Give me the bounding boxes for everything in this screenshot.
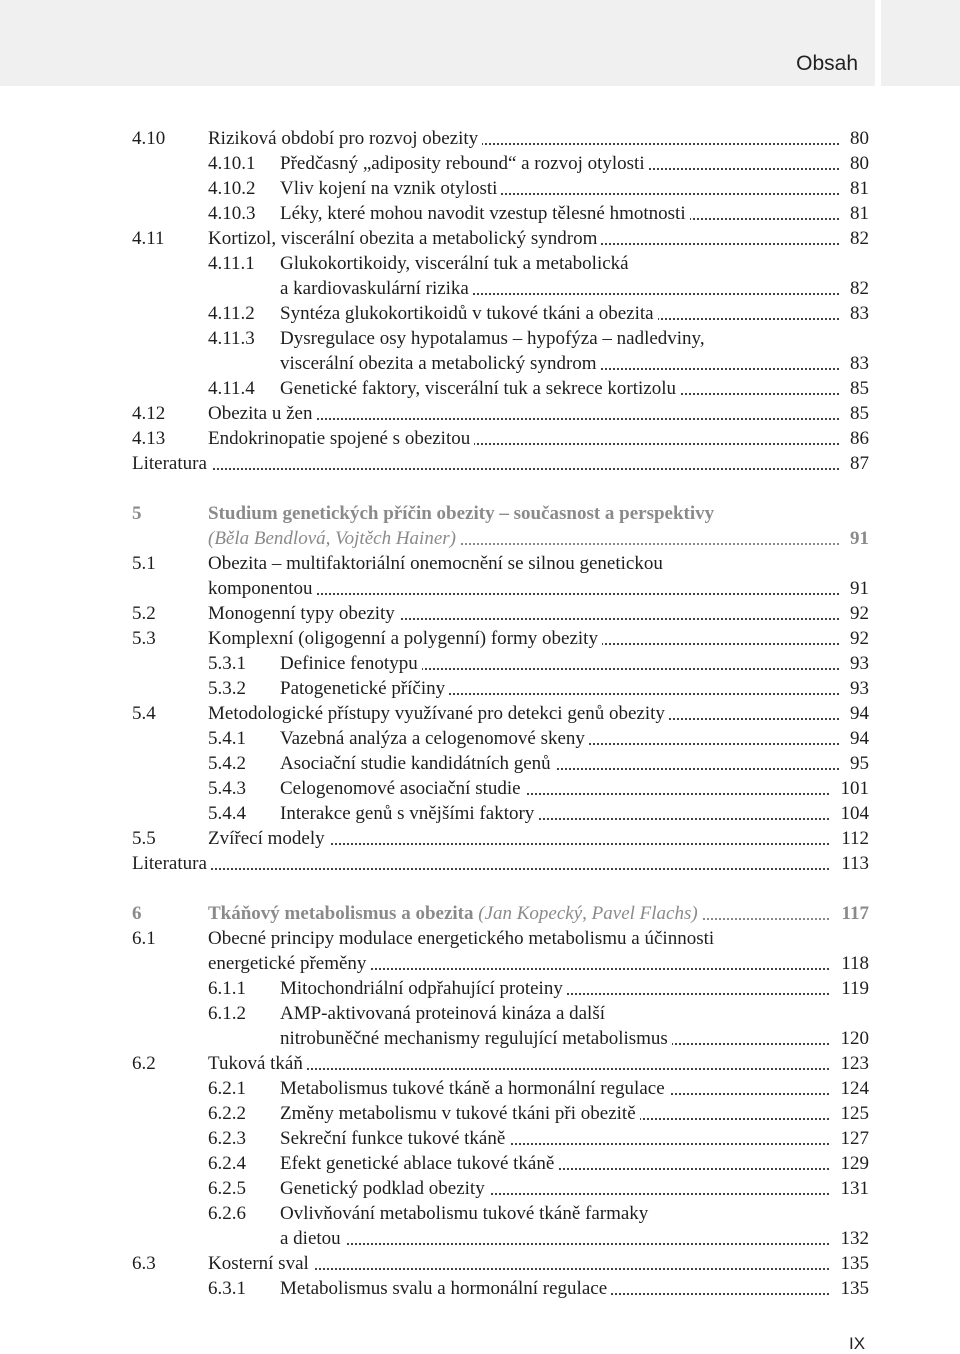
toc-entry-title	[280, 1276, 829, 1301]
toc-entry-page: 135	[840, 1253, 869, 1274]
toc-entry[interactable]	[0, 351, 960, 376]
toc-entry-page: 82	[850, 278, 869, 299]
toc-entry[interactable]	[0, 1276, 960, 1301]
toc-entry[interactable]	[0, 501, 960, 526]
toc-entry-number: 5.4.2	[208, 753, 246, 774]
toc-entry-number: 6.2.4	[208, 1153, 246, 1174]
toc-entry-number: 6.1	[132, 928, 156, 949]
toc-entry[interactable]	[0, 1151, 960, 1176]
toc-entry[interactable]	[0, 801, 960, 826]
toc-entry-title	[280, 651, 839, 676]
toc-entry-page: 94	[850, 728, 869, 749]
toc-entry[interactable]	[0, 751, 960, 776]
toc-entry-title-text: AMP-aktivovaná proteinová kináza a další	[280, 1003, 606, 1024]
toc-entry-number: 4.11.4	[208, 378, 255, 399]
toc-entry[interactable]	[0, 201, 960, 226]
toc-entry-number: 5.2	[132, 603, 156, 624]
toc-entry-page: 91	[850, 578, 869, 599]
toc-entry-title-text: Předčasný „adiposity rebound“ a rozvoj otylosti	[280, 153, 645, 174]
page-number: IX	[849, 1334, 866, 1353]
toc-entry-title	[280, 1176, 829, 1201]
toc-entry-number: 5.4.1	[208, 728, 246, 749]
toc-entry[interactable]	[0, 826, 960, 851]
toc-entry-title-text: Dysregulace osy hypotalamus – hypofýza – nadledviny,	[280, 328, 705, 349]
toc-entry-title-text: Kosterní sval	[208, 1253, 309, 1274]
toc-entry-title-text: Interakce genů s vnějšími faktory	[280, 803, 535, 824]
toc-entry[interactable]	[0, 1051, 960, 1076]
toc-entry-page: 117	[841, 903, 869, 924]
toc-entry-number: 4.11.1	[208, 253, 255, 274]
toc-entry-title-text: Metabolismus tukové tkáně a hormonální regulace	[280, 1078, 665, 1099]
toc-entry-number: 5.3.2	[208, 678, 246, 699]
toc-entry-title-text: Literatura	[132, 853, 207, 874]
toc-entry-title-text: a dietou	[280, 1228, 341, 1249]
toc-entry-title-text: Léky, které mohou navodit vzestup tělesné hmotnosti	[280, 203, 686, 224]
toc-entry-title	[208, 1251, 829, 1276]
toc-entry-title	[280, 351, 839, 376]
toc-entry-page: 93	[850, 678, 869, 699]
toc-entry-page: 127	[840, 1128, 869, 1149]
toc-entry-title-text: Riziková období pro rozvoj obezity	[208, 128, 479, 149]
toc-entry-page: 132	[840, 1228, 869, 1249]
toc-entry-title	[208, 826, 829, 851]
toc-entry-title	[280, 1101, 829, 1126]
toc-entry-page: 93	[850, 653, 869, 674]
toc-entry-page: 124	[840, 1078, 869, 1099]
toc-entry-title-text: Sekreční funkce tukové tkáně	[280, 1128, 506, 1149]
toc-entry[interactable]	[0, 851, 960, 876]
toc-entry-page: 123	[840, 1053, 869, 1074]
toc-entry-page: 85	[850, 378, 869, 399]
toc-entry-title-text: Metabolismus svalu a hormonální regulace	[280, 1278, 608, 1299]
toc-entry-number: 6	[132, 903, 142, 924]
toc-entry-page: 81	[850, 178, 869, 199]
toc-entry[interactable]	[0, 576, 960, 601]
toc-entry-title	[280, 1076, 829, 1101]
toc-entry-title	[208, 526, 839, 551]
toc-entry-title	[280, 326, 869, 351]
toc-entry[interactable]	[0, 626, 960, 651]
toc-entry-title	[280, 301, 839, 326]
toc-entry-number: 4.10.3	[208, 203, 256, 224]
toc-entry-title-text: Syntéza glukokortikoidů v tukové tkáni a obezita	[280, 303, 654, 324]
toc-entry-title	[280, 1201, 869, 1226]
toc-entry-title	[280, 1151, 829, 1176]
toc-leader-dots	[132, 468, 839, 470]
toc-entry-title	[280, 976, 829, 1001]
toc-entry-title	[280, 801, 829, 826]
section-title: Obsah	[796, 52, 858, 75]
toc-entry-number: 4.11.2	[208, 303, 255, 324]
toc-entry-title	[208, 576, 839, 601]
toc-entry-page: 129	[840, 1153, 869, 1174]
toc-entry[interactable]	[0, 151, 960, 176]
toc-entry-title-text: Vazebná analýza a celogenomové skeny	[280, 728, 585, 749]
toc-entry-title-text: komponentou	[208, 578, 313, 599]
toc-entry-number: 4.12	[132, 403, 166, 424]
toc-entry[interactable]	[0, 551, 960, 576]
toc-entry-title-text: Ovlivňování metabolismu tukové tkáně farmaky	[280, 1203, 649, 1224]
toc-entry-title	[208, 401, 839, 426]
toc-entry-title	[132, 851, 829, 876]
toc-entry[interactable]	[0, 1026, 960, 1051]
toc-entry-authors: (Jan Kopecký, Pavel Flachs)	[473, 903, 698, 924]
toc-entry-page: 118	[841, 953, 869, 974]
toc-entry-page: 95	[850, 753, 869, 774]
toc-entry-title	[280, 776, 829, 801]
toc-entry[interactable]	[0, 651, 960, 676]
toc-entry-title-text: Genetický podklad obezity	[280, 1178, 485, 1199]
toc-entry-title	[280, 376, 839, 401]
toc-entry[interactable]	[0, 776, 960, 801]
toc-entry[interactable]	[0, 326, 960, 351]
toc-entry-number: 6.3.1	[208, 1278, 246, 1299]
toc-entry-title-text: Celogenomové asociační studie	[280, 778, 521, 799]
toc-entry-title	[280, 676, 839, 701]
toc-entry-title	[208, 226, 839, 251]
toc-leader-dots	[280, 1243, 829, 1245]
toc-entry-number: 5.4	[132, 703, 156, 724]
toc-entry[interactable]	[0, 251, 960, 276]
toc-entry[interactable]	[0, 126, 960, 151]
toc-entry-number: 5.3	[132, 628, 156, 649]
toc-entry-title	[280, 1001, 869, 1026]
toc-entry-number: 6.2.6	[208, 1203, 246, 1224]
toc-entry[interactable]	[0, 926, 960, 951]
toc-entry[interactable]	[0, 601, 960, 626]
toc-entry-title	[208, 551, 869, 576]
toc-entry-number: 6.1.1	[208, 978, 246, 999]
toc-entry-title-text: Studium genetických příčin obezity – současnost a perspektivy	[208, 503, 715, 524]
toc-entry-page: 83	[850, 353, 869, 374]
toc-entry-page: 119	[841, 978, 869, 999]
toc-entry-title-text: Obezita u žen	[208, 403, 313, 424]
toc-entry-title	[208, 701, 839, 726]
toc-entry-page: 82	[850, 228, 869, 249]
toc-entry[interactable]	[0, 1226, 960, 1251]
toc-entry-title-text: Literatura	[132, 453, 207, 474]
toc-entry-page: 92	[850, 603, 869, 624]
toc-entry-title-text: Genetické faktory, viscerální tuk a sekrece kortizolu	[280, 378, 677, 399]
toc-entry-number: 5.5	[132, 828, 156, 849]
toc-entry-title-text: Efekt genetické ablace tukové tkáně	[280, 1153, 555, 1174]
toc-entry-page: 81	[850, 203, 869, 224]
toc-entry[interactable]	[0, 401, 960, 426]
toc-entry-page: 135	[840, 1278, 869, 1299]
toc-entry-title	[280, 176, 839, 201]
toc-entry-page: 92	[850, 628, 869, 649]
toc-entry-title	[280, 201, 839, 226]
toc-entry-page: 125	[840, 1103, 869, 1124]
toc-entry-authors: (Běla Bendlová, Vojtěch Hainer)	[208, 528, 456, 549]
toc-entry-title	[208, 126, 839, 151]
toc-entry-number: 4.11	[132, 228, 165, 249]
toc-entry-title-text: Obezita – multifaktoriální onemocnění se silnou genetickou	[208, 553, 663, 574]
toc-entry-number: 5	[132, 503, 142, 524]
toc-entry-number: 5.1	[132, 553, 156, 574]
toc-entry-title-text: Monogenní typy obezity	[208, 603, 395, 624]
toc-entry-title-text: Patogenetické příčiny	[280, 678, 446, 699]
toc-entry-title	[280, 751, 839, 776]
toc-entry-title-text: Vliv kojení na vznik otylosti	[280, 178, 498, 199]
toc-entry-number: 6.2	[132, 1053, 156, 1074]
toc-entry-title-text: Zvířecí modely	[208, 828, 325, 849]
toc-entry[interactable]	[0, 376, 960, 401]
toc-entry-page: 131	[840, 1178, 869, 1199]
toc-entry-page: 120	[840, 1028, 869, 1049]
toc-entry-title	[208, 926, 869, 951]
toc-entry-title	[280, 1226, 829, 1251]
toc-entry-title	[208, 951, 829, 976]
toc-entry-number: 6.2.2	[208, 1103, 246, 1124]
toc-entry-title	[208, 601, 839, 626]
toc-entry[interactable]	[0, 1001, 960, 1026]
toc-entry-title-text: Změny metabolismu v tukové tkáni při obezitě	[280, 1103, 636, 1124]
toc-entry-number: 6.2.3	[208, 1128, 246, 1149]
toc-entry-number: 6.2.5	[208, 1178, 246, 1199]
toc-entry[interactable]	[0, 1201, 960, 1226]
toc-entry-title-text: Tkáňový metabolismus a obezita	[208, 903, 474, 924]
toc-entry-title	[280, 151, 839, 176]
toc-entry-title	[208, 1051, 829, 1076]
toc-entry[interactable]	[0, 676, 960, 701]
toc-entry[interactable]	[0, 226, 960, 251]
toc-entry-page: 101	[840, 778, 869, 799]
toc-entry-number: 4.10	[132, 128, 166, 149]
toc-entry[interactable]	[0, 451, 960, 476]
toc-entry-title-text: Endokrinopatie spojené s obezitou	[208, 428, 471, 449]
toc-entry[interactable]	[0, 976, 960, 1001]
toc-entry-page: 104	[840, 803, 869, 824]
toc-entry-title	[280, 1026, 829, 1051]
toc-entry-title	[208, 501, 869, 526]
toc-entry-page: 112	[841, 828, 869, 849]
toc-entry-number: 6.3	[132, 1253, 156, 1274]
toc-entry-title-text: Tuková tkáň	[208, 1053, 303, 1074]
toc-entry[interactable]	[0, 951, 960, 976]
toc-entry-title-text: Definice fenotypu	[280, 653, 418, 674]
thumb-tab	[881, 0, 960, 86]
toc-entry-number: 5.4.3	[208, 778, 246, 799]
toc-entry-title	[280, 276, 839, 301]
toc-entry-title	[208, 426, 839, 451]
toc-entry-title-text: a kardiovaskulární rizika	[280, 278, 469, 299]
toc-entry[interactable]	[0, 901, 960, 926]
toc-entry[interactable]	[0, 701, 960, 726]
toc-entry-number: 4.10.2	[208, 178, 256, 199]
toc-entry-number: 4.13	[132, 428, 166, 449]
toc-entry-number: 4.10.1	[208, 153, 256, 174]
toc-entry-title-text: viscerální obezita a metabolický syndrom	[280, 353, 597, 374]
toc-entry[interactable]	[0, 1251, 960, 1276]
toc-entry-number: 6.1.2	[208, 1003, 246, 1024]
toc-entry[interactable]	[0, 276, 960, 301]
toc-entry-page: 94	[850, 703, 869, 724]
toc-entry-title	[280, 1126, 829, 1151]
toc-entry[interactable]	[0, 426, 960, 451]
toc-entry[interactable]	[0, 726, 960, 751]
toc-entry-page: 91	[850, 528, 869, 549]
toc-entry-title-text: Metodologické přístupy využívané pro detekci genů obezity	[208, 703, 665, 724]
toc-entry[interactable]	[0, 1176, 960, 1201]
toc-entry-title-text: nitrobuněčné mechanismy regulující metabolismus	[280, 1028, 668, 1049]
toc-entry-page: 85	[850, 403, 869, 424]
toc-entry[interactable]	[0, 301, 960, 326]
toc-entry-title-text: energetické přeměny	[208, 953, 367, 974]
toc-entry[interactable]	[0, 1126, 960, 1151]
toc-entry-number: 6.2.1	[208, 1078, 246, 1099]
toc-entry-title-text: Obecné principy modulace energetického metabolismu a účinnosti	[208, 928, 715, 949]
toc-entry-number: 5.3.1	[208, 653, 246, 674]
toc-entry-title	[208, 901, 829, 926]
toc-entry-title	[132, 451, 839, 476]
toc-entry[interactable]	[0, 176, 960, 201]
toc-entry-page: 86	[850, 428, 869, 449]
toc-leader-dots	[132, 868, 829, 870]
toc-entry-title-text: Asociační studie kandidátních genů	[280, 753, 551, 774]
toc-entry-page: 113	[841, 853, 869, 874]
toc-entry[interactable]	[0, 1101, 960, 1126]
toc-entry[interactable]	[0, 526, 960, 551]
toc-entry-number: 4.11.3	[208, 328, 255, 349]
toc-entry-title-text: Kortizol, viscerální obezita a metabolický syndrom	[208, 228, 598, 249]
toc-entry-title-text: Mitochondriální odpřahující proteiny	[280, 978, 563, 999]
header-band	[0, 0, 875, 86]
toc-entry-page: 80	[850, 153, 869, 174]
toc-entry-title-text: Komplexní (oligogenní a polygenní) formy obezity	[208, 628, 598, 649]
toc-entry-page: 83	[850, 303, 869, 324]
toc-entry-title	[208, 626, 839, 651]
toc-entry[interactable]	[0, 1076, 960, 1101]
toc-entry-title	[280, 726, 839, 751]
toc-entry-page: 80	[850, 128, 869, 149]
toc-entry-page: 87	[850, 453, 869, 474]
toc-entry-title-text: Glukokortikoidy, viscerální tuk a metabolická	[280, 253, 629, 274]
toc-entry-number: 5.4.4	[208, 803, 246, 824]
toc-entry-title	[280, 251, 869, 276]
